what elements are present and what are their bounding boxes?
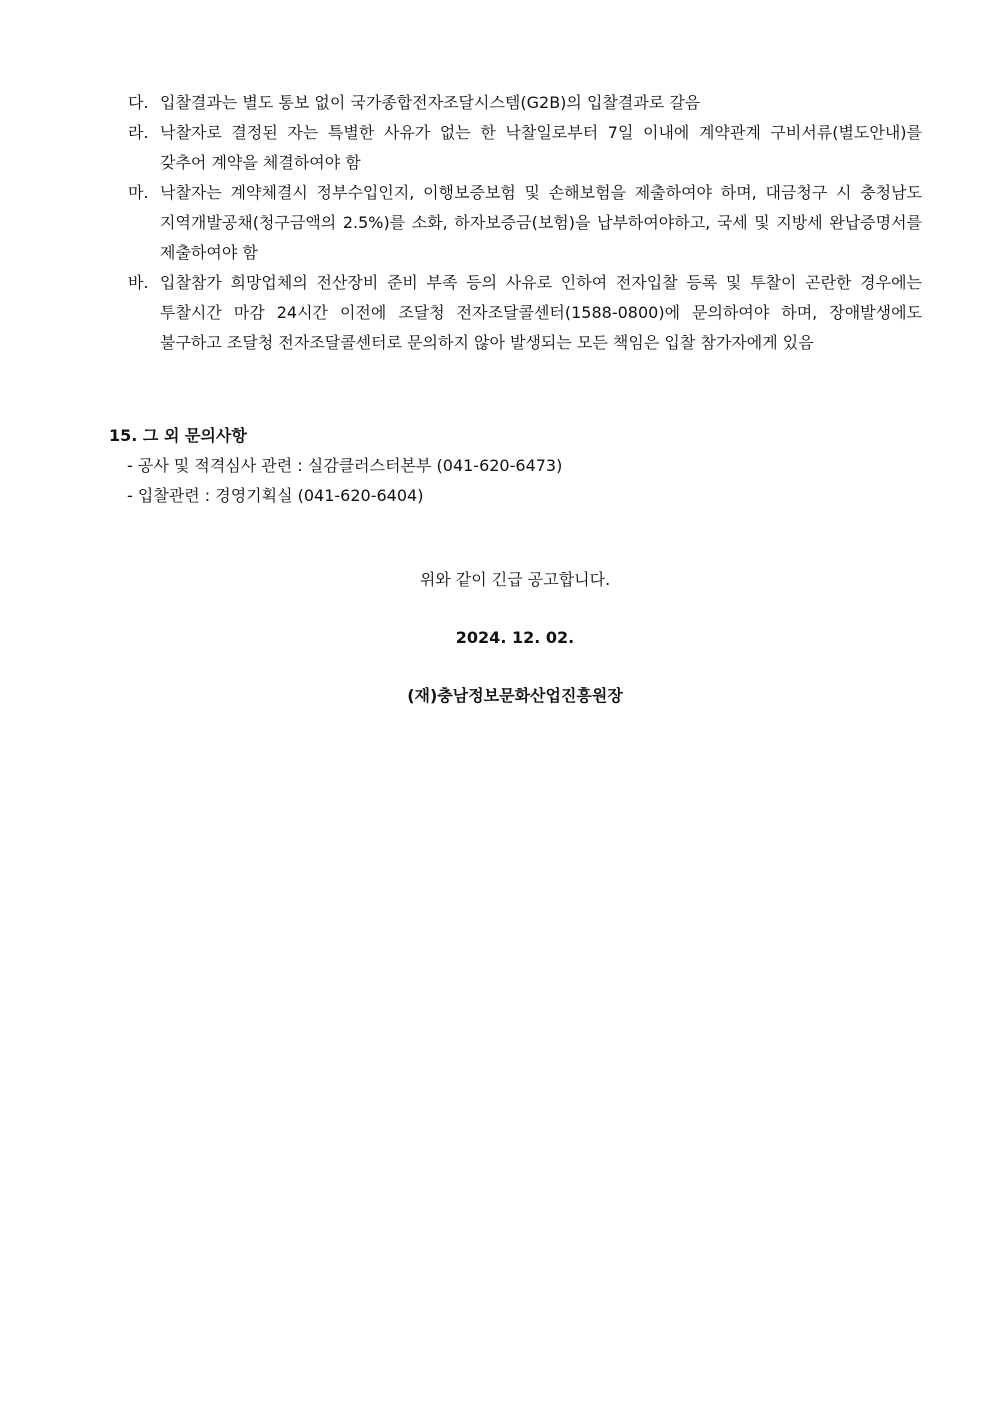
notice-marker: 라. [128,123,149,142]
notice-text: 입찰참가 희망업체의 전산장비 준비 부족 등의 사유로 인하여 전자입찰 등록 및 투찰이 곤란한 경우에는 투찰시간 마감 24시간 이전에 조달청 전자조달콜센터(1588-0800)에 문의하여야 하며, 장애발생에도 불구하고 조달청 전자조달콜센터로 문의하지 않아 발생되는 모든 책임은 입찰 참가자에게 있음 [160,273,922,352]
closing-statement: 위와 같이 긴급 공고합니다. [419,570,611,589]
notice-marker: 마. [128,183,149,202]
notice-item-ba [128,268,922,358]
notice-text: 낙찰자는 계약체결시 정부수입인지, 이행보증보험 및 손해보험을 제출하여야 하며, 대금청구 시 충청남도 지역개발공채(청구금액의 2.5%)를 소화, 하자보증금(보험)을 납부하여야하고, 국세 및 지방세 완납증명서를 제출하여야 함 [160,183,922,262]
issuer-name: (재)충남정보문화산업진흥원장 [407,686,623,705]
notice-item-ra [128,118,922,178]
inquiry-bidding-contact: - 입찰관련 : 경영기획실 (041-620-6404) [127,486,424,505]
notice-text: 낙찰자로 결정된 자는 특별한 사유가 없는 한 낙찰일로부터 7일 이내에 계약관계 구비서류(별도안내)를 갖추어 계약을 체결하여야 함 [160,123,922,172]
inquiry-construction-contact: - 공사 및 적격심사 관련 : 실감클러스터본부 (041-620-6473) [127,456,563,475]
notice-item-ma [128,178,922,268]
notice-item-da [128,88,922,118]
inquiries-heading: 15. 그 외 문의사항 [109,426,247,445]
notice-marker: 바. [128,273,149,292]
notice-marker: 다. [128,93,149,112]
notice-text: 입찰결과는 별도 통보 없이 국가종합전자조달시스템(G2B)의 입찰결과로 갈음 [160,93,701,112]
announcement-date: 2024. 12. 02. [455,628,575,647]
